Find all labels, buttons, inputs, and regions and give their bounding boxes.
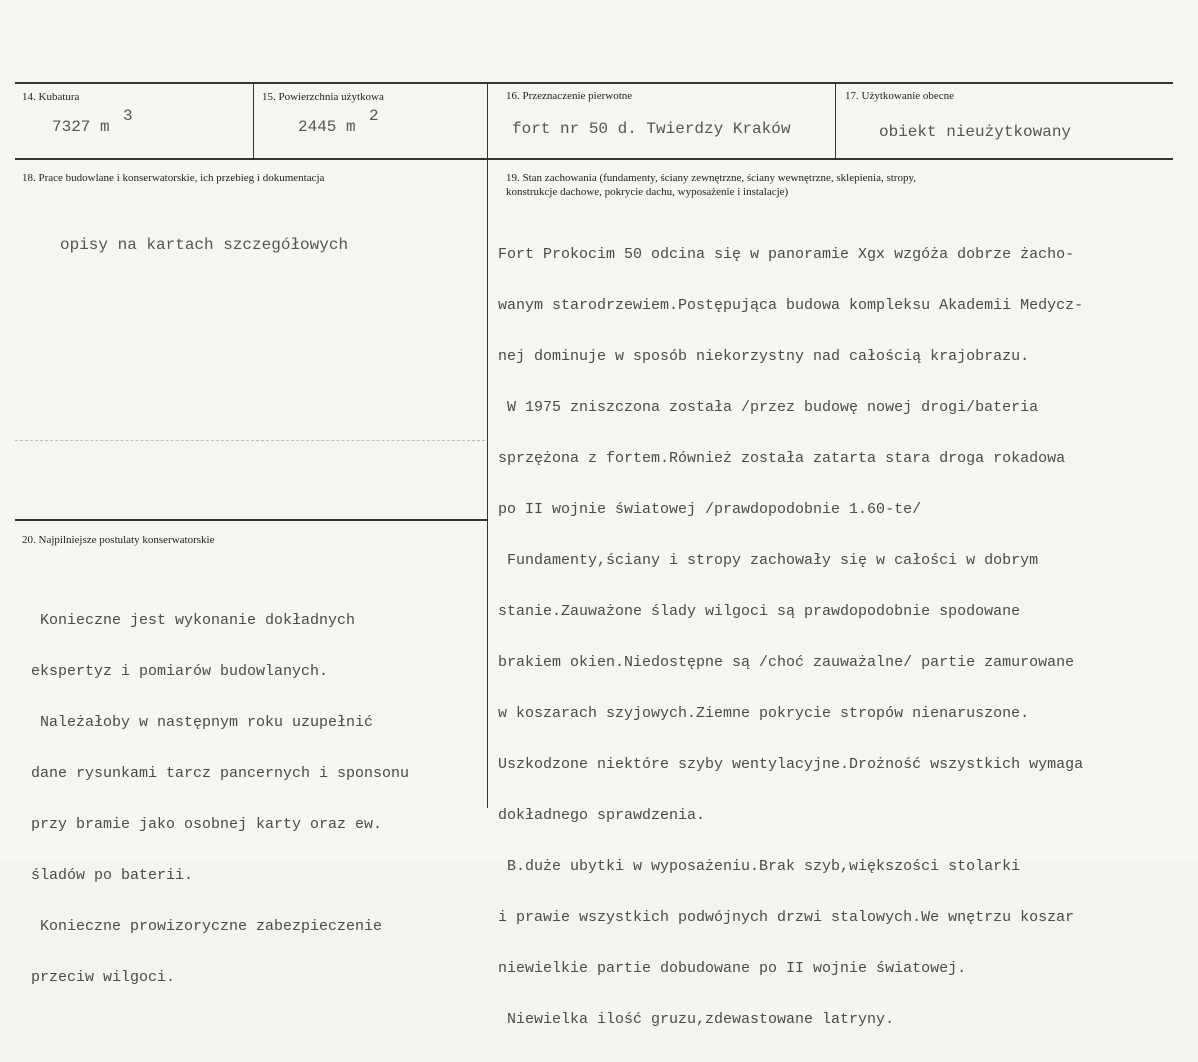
- field-14-value: 7327 m: [52, 118, 110, 136]
- text-line: Konieczne prowizoryczne zabezpieczenie: [31, 918, 383, 935]
- text-line: Uszkodzone niektóre szyby wentylacyjne.Drożność wszystkich wymaga: [498, 756, 1084, 773]
- field-14-unit-superscript: 3: [123, 107, 133, 125]
- text-line: stanie.Zauważone ślady wilgoci są prawdopodobnie spodowane: [498, 603, 1021, 620]
- field-14-label: 14. Kubatura: [22, 91, 80, 103]
- text-line: niewielkie partie dobudowane po II wojnie światowej.: [498, 960, 967, 977]
- row1-bottom-rule: [15, 158, 1173, 160]
- field-19-label-line1: 19. Stan zachowania (fundamenty, ściany zewnętrzne, ściany wewnętrzne, sklepienia, stropy,: [506, 172, 917, 184]
- field-17-value: obiekt nieużytkowany: [879, 123, 1072, 141]
- text-line: sprzężona z fortem.Również została zatarta stara droga rokadowa: [498, 450, 1066, 467]
- text-line: nej dominuje w sposób niekorzystny nad całością krajobrazu.: [498, 348, 1030, 365]
- divider-main-vertical: [487, 160, 488, 808]
- field-18-label: 18. Prace budowlane i konserwatorskie, ich przebieg i dokumentacja: [22, 172, 325, 184]
- section-18-20-rule: [15, 519, 487, 521]
- field-16-label: 16. Przeznaczenie pierwotne: [506, 90, 633, 102]
- divider-15-16: [487, 84, 488, 158]
- field-19-text: [498, 212, 1083, 1062]
- text-line: wanym starodrzewiem.Postępująca budowa kompleksu Akademii Medycz-: [498, 297, 1084, 314]
- field-18-value: opisy na kartach szczegółowych: [60, 236, 349, 254]
- text-line: przeciw wilgoci.: [31, 969, 176, 986]
- text-line: ekspertyz i pomiarów budowlanych.: [31, 663, 329, 680]
- text-line: śladów po baterii.: [31, 867, 194, 884]
- text-line: Niewielka ilość gruzu,zdewastowane latryny.: [498, 1011, 895, 1028]
- field-20-text: [31, 578, 409, 1020]
- text-line: dokładnego sprawdzenia.: [498, 807, 706, 824]
- faint-dashed-rule: [15, 440, 485, 441]
- field-15-label: 15. Powierzchnia użytkowa: [262, 91, 384, 103]
- field-19-label-line2: konstrukcje dachowe, pokrycie dachu, wyposażenie i instalacje): [506, 186, 789, 198]
- text-line: W 1975 zniszczona została /przez budowę nowej drogi/bateria: [498, 399, 1039, 416]
- text-line: po II wojnie światowej /prawdopodobnie 1.60-te/: [498, 501, 922, 518]
- field-20-label: 20. Najpilniejsze postulaty konserwatorskie: [22, 534, 215, 546]
- field-16-value: fort nr 50 d. Twierdzy Kraków: [512, 120, 791, 138]
- text-line: dane rysunkami tarcz pancernych i sponsonu: [31, 765, 410, 782]
- text-line: Fort Prokocim 50 odcina się w panoramie Xgx wzgóża dobrze żacho-: [498, 246, 1075, 263]
- text-line: Konieczne jest wykonanie dokładnych: [31, 612, 356, 629]
- field-15-value: 2445 m: [298, 118, 356, 136]
- divider-16-17: [835, 84, 836, 158]
- text-line: brakiem okien.Niedostępne są /choć zauważalne/ partie zamurowane: [498, 654, 1075, 671]
- text-line: w koszarach szyjowych.Ziemne pokrycie stropów nienaruszone.: [498, 705, 1030, 722]
- divider-14-15: [253, 84, 254, 158]
- top-rule: [15, 82, 1173, 84]
- text-line: Fundamenty,ściany i stropy zachowały się w całości w dobrym: [498, 552, 1039, 569]
- field-15-unit-superscript: 2: [369, 107, 379, 125]
- text-line: Należałoby w następnym roku uzupełnić: [31, 714, 374, 731]
- text-line: B.duże ubytki w wyposażeniu.Brak szyb,większości stolarki: [498, 858, 1021, 875]
- field-17-label: 17. Użytkowanie obecne: [845, 90, 955, 102]
- text-line: i prawie wszystkich podwójnych drzwi stalowych.We wnętrzu koszar: [498, 909, 1075, 926]
- text-line: przy bramie jako osobnej karty oraz ew.: [31, 816, 383, 833]
